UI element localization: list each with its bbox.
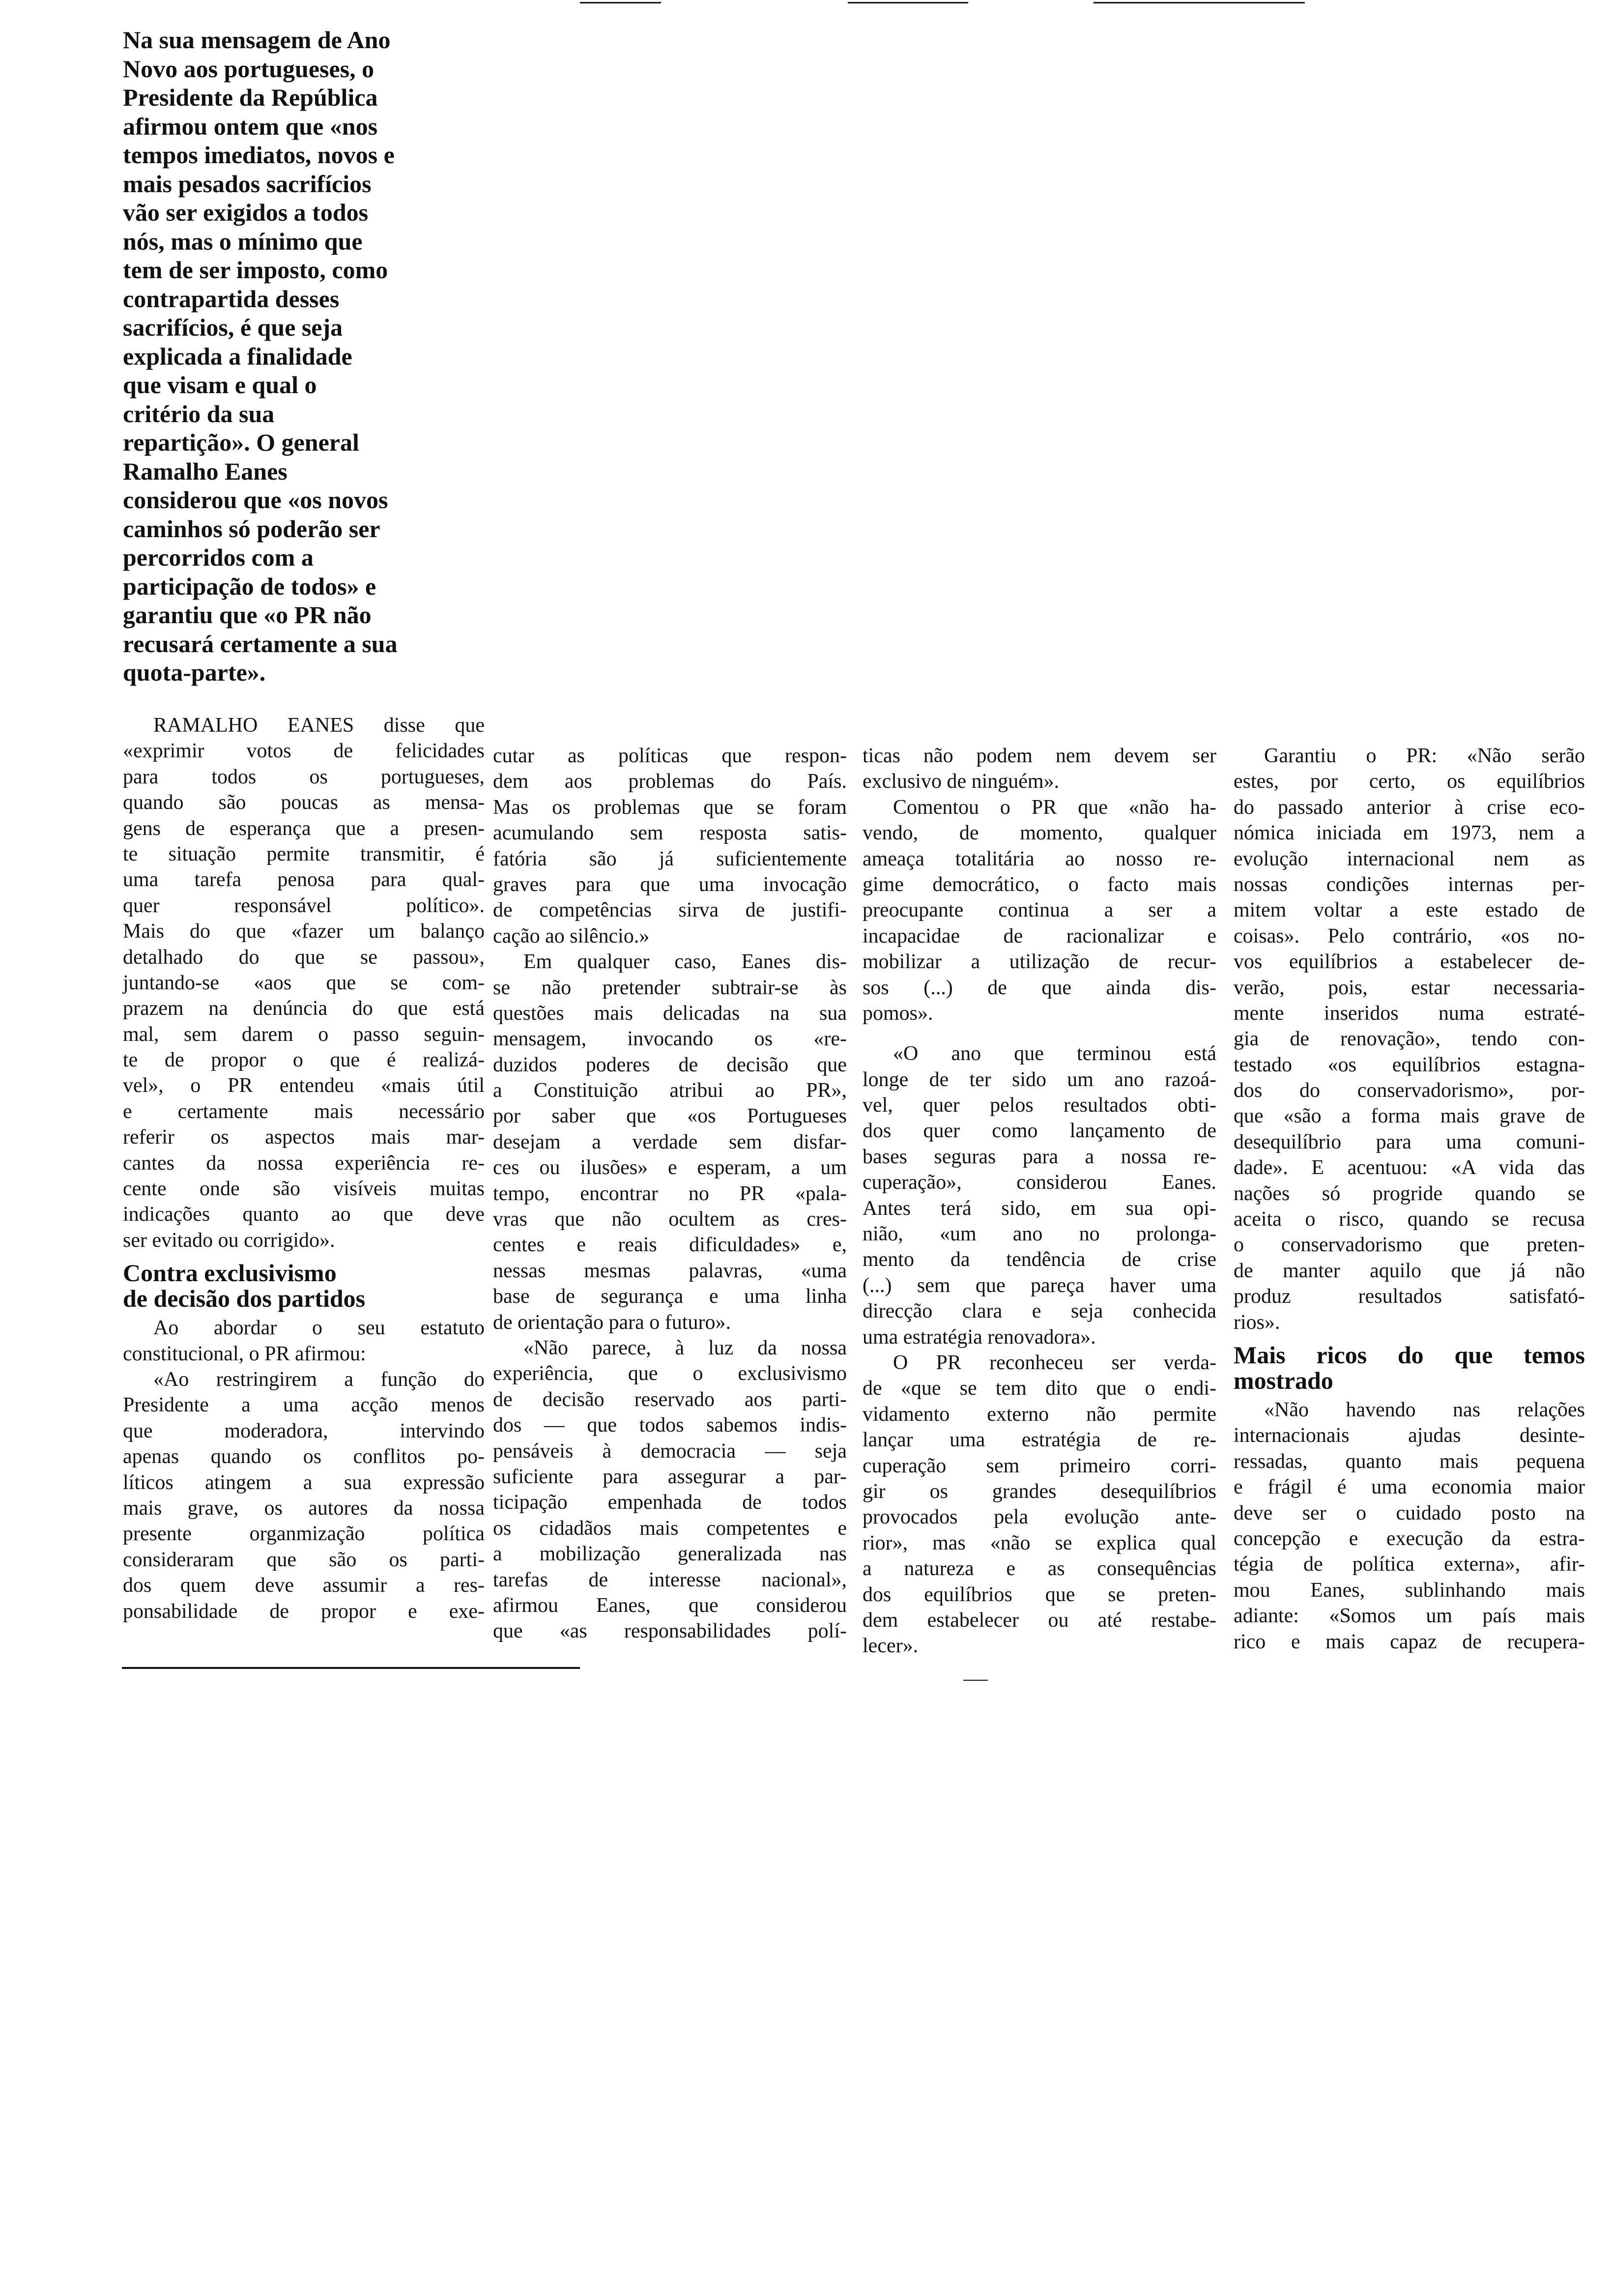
text-line: provocados pela evolução ante-	[863, 1506, 1216, 1529]
text-line: a mobilização generalizada nas	[493, 1543, 847, 1566]
text-line: Garantiu o PR: «Não serão	[1264, 745, 1585, 767]
text-line: Ao abordar o seu estatuto	[153, 1317, 485, 1340]
text-line: o conservadorismo que preten-	[1234, 1234, 1585, 1257]
text-line: dade». E acentuou: «A vida das	[1234, 1156, 1585, 1179]
lead-line: participação de todos» e	[123, 572, 376, 600]
text-line: centes e reais dificuldades» e,	[493, 1234, 847, 1257]
text-line: concepção e execução da estra-	[1234, 1527, 1585, 1550]
heading-line: Contra exclusivismo	[123, 1259, 337, 1287]
lead-line: Na sua mensagem de Ano	[123, 26, 391, 54]
text-line: tarefas de interesse nacional»,	[493, 1568, 847, 1591]
text-line: aceita o risco, quando se recusa	[1234, 1208, 1585, 1231]
text-line: gime democrático, o facto mais	[863, 873, 1216, 896]
text-line: para todos os portugueses,	[123, 765, 485, 788]
article-column-3	[863, 743, 1216, 1659]
text-line: deve ser o cuidado posto na	[1234, 1501, 1585, 1524]
lead-line: Novo aos portugueses, o	[123, 55, 374, 83]
paragraph	[863, 743, 1216, 795]
text-line: vos equilíbrios a estabelecer de-	[1234, 950, 1585, 974]
text-line: quando são poucas as mensa-	[123, 791, 485, 814]
text-line: «Ao restringirem a função do	[153, 1368, 485, 1391]
text-line: nião, «um ano no prolonga-	[863, 1223, 1216, 1246]
text-line: consideraram que são os parti-	[123, 1548, 485, 1571]
article-column-4	[1234, 743, 1585, 1655]
text-line: mente inseridos numa estraté-	[1234, 1002, 1585, 1025]
text-line: presente organmização política	[123, 1522, 485, 1546]
text-line: por saber que «os Portugueses	[493, 1105, 847, 1128]
text-line: juntando-se «aos que se com-	[123, 971, 485, 994]
text-line: produz resultados satisfató-	[1234, 1285, 1585, 1308]
section-heading	[123, 1260, 485, 1311]
text-line: ticas não podem nem devem ser	[863, 745, 1216, 767]
text-line: se não pretender subtrair-se às	[493, 976, 847, 999]
text-line: apenas quando os conflitos po-	[123, 1445, 485, 1468]
text-line: evolução internacional nem as	[1234, 847, 1585, 870]
text-line: de orientação para o futuro».	[493, 1311, 731, 1334]
lead-line: tem de ser imposto, como	[123, 256, 388, 284]
text-line: que «as responsabilidades polí-	[493, 1620, 847, 1643]
heading-line: Mais ricos do que temos	[1234, 1341, 1585, 1369]
text-line: e certamente mais necessário	[123, 1100, 485, 1123]
text-line: vras que não ocultem as cres-	[493, 1208, 847, 1231]
lead-line: contrapartida desses	[123, 285, 340, 313]
text-line: longe de ter sido um ano razoá-	[863, 1068, 1216, 1091]
text-line: de manter aquilo que já não	[1234, 1259, 1585, 1282]
text-line: gir os grandes desequilíbrios	[863, 1480, 1216, 1503]
text-line: estes, por certo, os equilíbrios	[1234, 770, 1585, 793]
text-line: tégia de política externa», afir-	[1234, 1553, 1585, 1576]
paragraph	[123, 1315, 485, 1367]
paragraph	[863, 795, 1216, 1027]
paragraph	[493, 743, 847, 949]
text-line: mitem voltar a este estado de	[1234, 899, 1585, 922]
text-line: ressadas, quanto mais pequena	[1234, 1450, 1585, 1473]
lead-line: recusará certamente a sua	[123, 630, 398, 658]
text-line: de decisão reservado aos parti-	[493, 1388, 847, 1411]
text-line: adiante: «Somos um país mais	[1234, 1605, 1585, 1628]
text-line: ponsabilidade de propor e exe-	[123, 1600, 485, 1623]
text-line: pensáveis à democracia — seja	[493, 1439, 847, 1463]
text-line: dos — que todos sabemos indis-	[493, 1414, 847, 1437]
lead-line: garantiu que «o PR não	[123, 601, 372, 629]
text-line: base de segurança e uma linha	[493, 1285, 847, 1308]
text-line: «Não havendo nas relações	[1264, 1398, 1585, 1421]
text-line: dos equilíbrios que se preten-	[863, 1583, 1216, 1606]
text-line: dos quem deve assumir a res-	[123, 1574, 485, 1597]
text-line: testado «os equilíbrios estagna-	[1234, 1053, 1585, 1076]
text-line: gia de renovação», tendo con-	[1234, 1028, 1585, 1051]
text-line: acumulando sem resposta satis-	[493, 822, 847, 845]
article-column-2	[493, 743, 847, 1644]
text-line: bases seguras para a nossa re-	[863, 1145, 1216, 1168]
lead-line: mais pesados sacrifícios	[123, 170, 372, 198]
paragraph	[1234, 1397, 1585, 1655]
text-line: mento da tendência de crise	[863, 1248, 1216, 1271]
text-line: preocupante continua a ser a	[863, 899, 1216, 922]
text-line: do passado anterior à crise eco-	[1234, 796, 1585, 819]
text-line: dos quer como lançamento de	[863, 1119, 1216, 1143]
paragraph	[863, 1350, 1216, 1659]
text-line: Antes terá sido, em sua opi-	[863, 1197, 1216, 1220]
text-line: desejam a verdade sem disfar-	[493, 1130, 847, 1153]
lead-line: tempos imediatos, novos e	[123, 141, 395, 169]
text-line: mensagem, invocando os «re-	[493, 1028, 847, 1051]
lead-paragraph	[123, 26, 496, 687]
text-line: «O ano que terminou está	[893, 1042, 1216, 1065]
text-line: incapacidae de racionalizar e	[863, 924, 1216, 947]
text-line: rico e mais capaz de recupera-	[1234, 1630, 1585, 1653]
text-line: (...) sem que pareça haver uma	[863, 1274, 1216, 1297]
text-line: referir os aspectos mais mar-	[123, 1126, 485, 1149]
text-line: suficiente para assegurar a par-	[493, 1465, 847, 1488]
text-line: ameaça totalitária ao nosso re-	[863, 847, 1216, 870]
text-line: gens de esperança que a presen-	[123, 817, 485, 840]
text-line: a Constituição atribui ao PR»,	[493, 1079, 847, 1102]
text-line: detalhado do que se passou»,	[123, 946, 485, 969]
text-line: «exprimir votos de felicidades	[123, 740, 485, 763]
text-line: lecer».	[863, 1635, 919, 1658]
lead-line: repartição». O general	[123, 429, 359, 456]
bottom-rule	[122, 1667, 580, 1669]
paragraph	[493, 1335, 847, 1644]
text-line: mou Eanes, sublinhando mais	[1234, 1578, 1585, 1602]
text-line: cuperação sem primeiro corri-	[863, 1454, 1216, 1477]
text-line: nessas mesmas palavras, «uma	[493, 1259, 847, 1282]
text-line: dem estabelecer ou até restabe-	[863, 1608, 1216, 1632]
text-line: verão, pois, estar necessaria-	[1234, 976, 1585, 999]
text-line: direcção clara e seja conhecida	[863, 1300, 1216, 1323]
text-line: graves para que uma invocação	[493, 873, 847, 896]
text-line: dos do conservadorismo», por-	[1234, 1079, 1585, 1102]
text-line: de «que se tem dito que o endi-	[863, 1377, 1216, 1400]
text-line: cantes da nossa experiência re-	[123, 1151, 485, 1175]
text-line: a natureza e as consequências	[863, 1557, 1216, 1580]
section-heading	[1234, 1342, 1585, 1393]
text-line: «Não parece, à luz da nossa	[523, 1336, 847, 1359]
paragraph	[863, 1041, 1216, 1350]
text-line: constitucional, o PR afirmou:	[123, 1342, 366, 1365]
text-line: vel, quer pelos resultados obti-	[863, 1094, 1216, 1117]
text-line: vidamento externo não permite	[863, 1403, 1216, 1426]
top-rule-2	[848, 2, 968, 3]
text-line: Mas os problemas que se foram	[493, 796, 847, 819]
lead-line: afirmou ontem que «nos	[123, 112, 378, 140]
text-line: nações só progride quando se	[1234, 1182, 1585, 1205]
paragraph	[1234, 743, 1585, 1335]
text-line: ces ou ilusões» e esperam, a um	[493, 1156, 847, 1179]
lead-line: Presidente da República	[123, 84, 378, 111]
text-line: questões mais delicadas na sua	[493, 1002, 847, 1025]
text-line: pomos».	[863, 1002, 933, 1025]
lead-line: que visam e qual o	[123, 371, 317, 399]
text-line: mal, sem darem o passo seguin-	[123, 1023, 485, 1046]
text-line: sos (...) de que ainda dis-	[863, 976, 1216, 999]
text-line: te situação permite transmitir, é	[123, 842, 485, 865]
text-line: cutar as políticas que respon-	[493, 745, 847, 767]
text-line: cente onde são visíveis muitas	[123, 1177, 485, 1201]
text-line: lançar uma estratégia de re-	[863, 1429, 1216, 1452]
text-line: de competências sirva de justifi-	[493, 899, 847, 922]
text-line: RAMALHO EANES disse que	[153, 714, 485, 737]
text-line: ticipação empenhada de todos	[493, 1491, 847, 1514]
text-line: nossas condições internas per-	[1234, 873, 1585, 896]
lead-line: considerou que «os novos	[123, 486, 388, 514]
text-line: tempo, encontrar no PR «pala-	[493, 1182, 847, 1205]
text-line: Presidente a uma acção menos	[123, 1394, 485, 1417]
lead-line: Ramalho Eanes	[123, 457, 288, 485]
text-line: Comentou o PR que «não ha-	[893, 796, 1216, 819]
lead-line: nós, mas o mínimo que	[123, 227, 363, 255]
bottom-rule-short	[963, 1680, 988, 1681]
text-line: exclusivo de ninguém».	[863, 770, 1060, 793]
text-line: vendo, de momento, qualquer	[863, 822, 1216, 845]
text-line: e frágil é uma economia maior	[1234, 1476, 1585, 1499]
lead-line: explicada a finalidade	[123, 342, 352, 370]
text-line: mais grave, os autores da nossa	[123, 1496, 485, 1520]
heading-line: mostrado	[1234, 1366, 1333, 1394]
top-rule-3	[1094, 2, 1305, 3]
text-line: afirmou Eanes, que considerou	[493, 1594, 847, 1617]
lead-line: quota-parte».	[123, 659, 266, 686]
text-line: os cidadãos mais competentes e	[493, 1517, 847, 1540]
text-line: O PR reconheceu ser verda-	[893, 1351, 1216, 1374]
text-line: cuperação», considerou Eanes.	[863, 1171, 1216, 1194]
lead-line: sacrifícios, é que seja	[123, 314, 343, 341]
text-line: líticos atingem a sua expressão	[123, 1471, 485, 1494]
text-line: te de propor o que é realizá-	[123, 1049, 485, 1072]
text-line: nómica iniciada em 1973, nem a	[1234, 822, 1585, 845]
text-line: dem aos problemas do País.	[493, 770, 847, 793]
text-line: vel», o PR entendeu «mais útil	[123, 1074, 485, 1097]
text-line: desequilíbrio para uma comuni-	[1234, 1130, 1585, 1153]
paragraph	[123, 1367, 485, 1624]
paragraph-gap	[863, 1026, 1216, 1041]
article-column-1	[123, 713, 485, 1624]
text-line: mobilizar a utilização de recur-	[863, 950, 1216, 974]
text-line: fatória são já suficientemente	[493, 847, 847, 870]
text-line: quer responsável político».	[123, 894, 485, 917]
text-line: duzidos poderes de decisão que	[493, 1053, 847, 1076]
text-line: indicações quanto ao que deve	[123, 1203, 485, 1226]
text-line: experiência, que o exclusivismo	[493, 1362, 847, 1385]
top-rule-1	[580, 2, 661, 3]
text-line: Mais do que «fazer um balanço	[123, 920, 485, 943]
text-line: coisas». Pelo contrário, «os no-	[1234, 924, 1585, 947]
text-line: cação ao silêncio.»	[493, 924, 650, 947]
lead-line: percorridos com a	[123, 544, 314, 571]
lead-line: vão ser exigidos a todos	[123, 199, 369, 226]
text-line: internacionais ajudas desinte-	[1234, 1424, 1585, 1447]
text-line: uma tarefa penosa para qual-	[123, 868, 485, 891]
heading-line: de decisão dos partidos	[123, 1285, 366, 1313]
text-line: que moderadora, intervindo	[123, 1419, 485, 1442]
text-line: que «são a forma mais grave de	[1234, 1105, 1585, 1128]
text-line: prazem na denúncia do que está	[123, 997, 485, 1020]
text-line: rior», mas «não se explica qual	[863, 1531, 1216, 1554]
lead-line: critério da sua	[123, 400, 275, 428]
paragraph	[123, 713, 485, 1253]
paragraph	[493, 949, 847, 1335]
text-line: rios».	[1234, 1311, 1280, 1334]
lead-line: caminhos só poderão ser	[123, 515, 380, 543]
text-line: ser evitado ou corrigido».	[123, 1229, 335, 1252]
text-line: uma estratégia renovadora».	[863, 1325, 1096, 1349]
text-line: Em qualquer caso, Eanes dis-	[523, 950, 847, 974]
